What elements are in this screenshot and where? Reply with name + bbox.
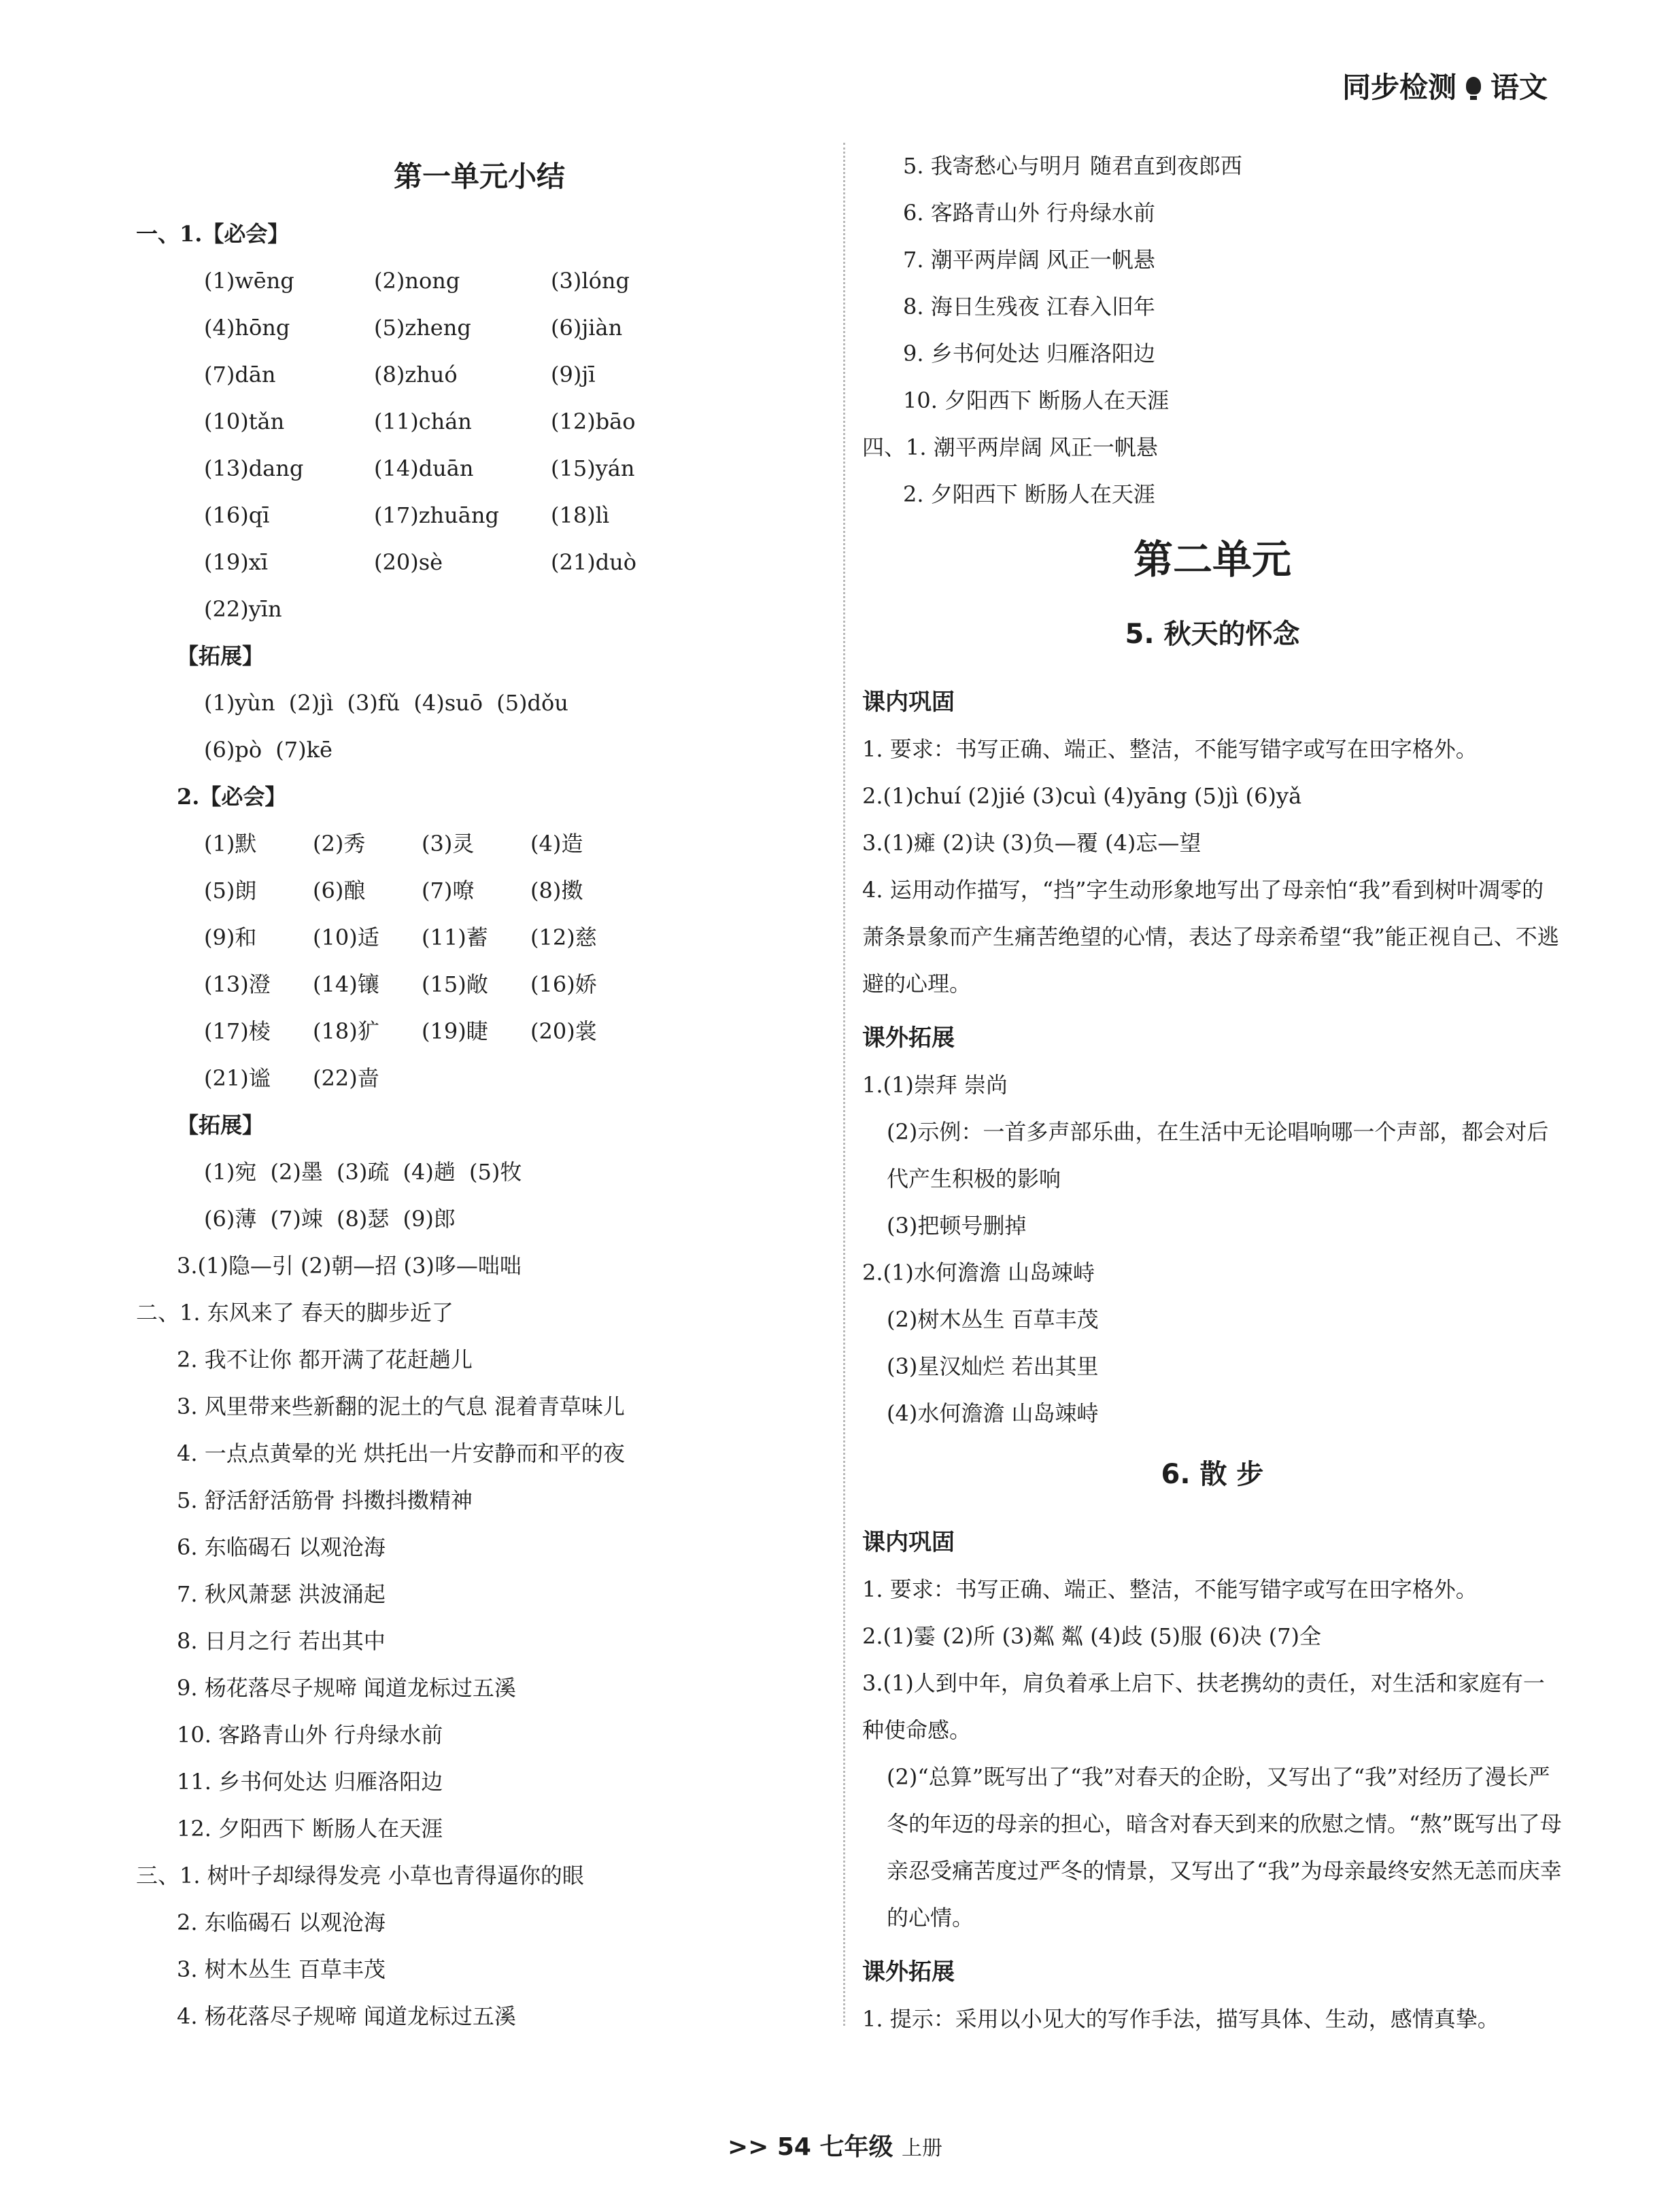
answer-paragraph: (2)“总算”既写出了“我”对春天的企盼，又写出了“我”对经历了漫长严冬的年迈的母亲的担心，暗含对春天到来的欣慰之情。“熬”既写出了母亲忍受痛苦度过严冬的情景，又写出了“我”为母亲最终安然无恙而庆幸的心情。 xyxy=(887,1764,1562,1931)
character-answer: (7)嘹 xyxy=(422,878,475,903)
answer-line: 1. 要求：书写正确、端正、整洁，不能写错字或写在田字格外。 xyxy=(862,736,1478,762)
page-footer xyxy=(0,2128,1670,2162)
answer-line: 10. 客路青山外 行舟绿水前 xyxy=(177,1722,443,1748)
left-column xyxy=(136,143,823,2040)
character-answer: (16)娇 xyxy=(530,971,597,997)
pinyin-grid xyxy=(136,258,823,633)
pinyin-answer: (11)chán xyxy=(374,409,472,434)
answer-list xyxy=(862,143,1563,424)
page-header xyxy=(1342,65,1548,106)
answer-row: (6)pò (7)kē xyxy=(204,737,333,763)
answer-line: 10. 夕阳西下 断肠人在天涯 xyxy=(903,387,1170,413)
answer-line: 4. 杨花落尽子规啼 闻道龙标过五溪 xyxy=(177,2003,516,2029)
header-subject: 语文 xyxy=(1490,71,1548,104)
character-answer: (18)犷 xyxy=(313,1018,379,1044)
answer-line: 1.(1)崇拜 崇尚 xyxy=(862,1072,1008,1098)
section-heading: 课外拓展 xyxy=(862,1958,955,1986)
answer-line: 2.(1)chuí (2)jié (3)cuì (4)yāng (5)jì (6)yǎ xyxy=(862,783,1302,809)
answer-paragraph: 3.(1)人到中年，肩负着承上启下、扶老携幼的责任，对生活和家庭有一种使命感。 xyxy=(862,1670,1545,1743)
answer-line: 2. 我不让你 都开满了花赶趟儿 xyxy=(177,1347,473,1372)
character-answer: (9)和 xyxy=(204,924,257,950)
character-answer: (12)慈 xyxy=(530,924,597,950)
pinyin-answer: (2)nong xyxy=(374,268,460,294)
answer-line: 6. 客路青山外 行舟绿水前 xyxy=(903,200,1155,226)
character-answer: (15)敞 xyxy=(422,971,488,997)
answer-line: (3)把顿号删掉 xyxy=(887,1213,1027,1239)
section-label: 2.【必会】 xyxy=(177,784,287,810)
character-answer: (19)睫 xyxy=(422,1018,488,1044)
answer-line: 11. 乡书何处达 归雁洛阳边 xyxy=(177,1769,443,1795)
pinyin-answer: (4)hōng xyxy=(204,315,290,341)
answer-line: 三、1. 树叶子却绿得发亮 小草也青得逼你的眼 xyxy=(136,1863,584,1888)
pinyin-answer: (8)zhuó xyxy=(374,362,458,387)
characters-grid xyxy=(136,820,823,1102)
character-answer: (11)蓄 xyxy=(422,924,488,950)
answer-line: 5. 舒活舒活筋骨 抖擞抖擞精神 xyxy=(177,1487,473,1513)
answer-line: (4)水何澹澹 山岛竦峙 xyxy=(887,1400,1099,1426)
answer-paragraph: (2)示例：一首多声部乐曲，在生活中无论唱响哪一个声部，都会对后代产生积极的影响 xyxy=(887,1119,1549,1192)
section-heading: 课内巩固 xyxy=(862,1529,955,1556)
header-title: 同步检测 xyxy=(1342,71,1456,104)
pinyin-answer: (17)zhuāng xyxy=(374,502,499,528)
character-answer: (6)酿 xyxy=(313,878,366,903)
page-number: 54 xyxy=(777,2133,811,2161)
character-answer: (17)棱 xyxy=(204,1018,271,1044)
answer-line: 6. 东临碣石 以观沧海 xyxy=(177,1534,386,1560)
answer-line: 2. 夕阳西下 断肠人在天涯 xyxy=(903,481,1155,507)
answer-list xyxy=(862,471,1563,518)
answer-row: (1)yùn (2)jì (3)fǔ (4)suō (5)dǒu xyxy=(204,690,568,716)
answer-line: 3.(1)瘫 (2)诀 (3)负—覆 (4)忘—望 xyxy=(862,830,1202,856)
answer-line: 四、1. 潮平两岸阔 风正一帆悬 xyxy=(862,434,1158,460)
answer-line: 5. 我寄愁心与明月 随君直到夜郎西 xyxy=(903,153,1242,179)
pinyin-answer: (21)duò xyxy=(551,549,637,575)
answer-line: 7. 秋风萧瑟 洪波涌起 xyxy=(177,1581,386,1607)
section-heading: 课外拓展 xyxy=(862,1024,955,1052)
character-answer: (3)灵 xyxy=(422,831,475,857)
pinyin-answer: (5)zheng xyxy=(374,315,471,341)
character-answer: (2)秀 xyxy=(313,831,366,857)
character-answer: (14)镶 xyxy=(313,971,379,997)
answer-line: 二、1. 东风来了 春天的脚步近了 xyxy=(136,1300,454,1326)
pinyin-answer: (10)tǎn xyxy=(204,409,285,434)
pinyin-answer: (13)dang xyxy=(204,455,304,481)
pinyin-answer: (14)duān xyxy=(374,455,474,481)
answer-line: 8. 日月之行 若出其中 xyxy=(177,1628,386,1654)
pinyin-answer: (12)bāo xyxy=(551,409,636,434)
character-answer: (21)谧 xyxy=(204,1065,271,1091)
answer-line: 3. 风里带来些新翻的泥土的气息 混着青草味儿 xyxy=(177,1394,625,1419)
answer-line: 4. 一点点黄晕的光 烘托出一片安静而和平的夜 xyxy=(177,1440,625,1466)
pinyin-answer: (18)lì xyxy=(551,502,610,528)
answer-line: (3)星汉灿烂 若出其里 xyxy=(887,1353,1099,1379)
answer-paragraph: 4. 运用动作描写，“挡”字生动形象地写出了母亲怕“我”看到树叶凋零的萧条景象而产生痛苦绝望的心情，表达了母亲希望“我”能正视自己、不逃避的心理。 xyxy=(862,877,1559,997)
character-answer: (10)适 xyxy=(313,924,379,950)
pinyin-answer: (15)yán xyxy=(551,455,635,481)
pinyin-answer: (16)qī xyxy=(204,502,270,528)
pinyin-answer: (9)jī xyxy=(551,362,596,387)
pinyin-answer: (3)lóng xyxy=(551,268,630,294)
pinyin-answer: (22)yīn xyxy=(204,596,282,622)
pinyin-answer: (6)jiàn xyxy=(551,315,623,341)
answer-line: 3.(1)隐—引 (2)朝—招 (3)哆—咄咄 xyxy=(177,1253,522,1279)
answer-line: 12. 夕阳西下 断肠人在天涯 xyxy=(177,1816,443,1842)
answer-line: 7. 潮平两岸阔 风正一帆悬 xyxy=(903,247,1155,273)
pinyin-answer: (7)dān xyxy=(204,362,276,387)
unit-summary-title: 第一单元小结 xyxy=(393,160,565,193)
lesson-title: 5. 秋天的怀念 xyxy=(1125,619,1300,650)
answer-list xyxy=(862,1296,1563,1437)
pinyin-answer: (20)sè xyxy=(374,549,443,575)
character-answer: (13)澄 xyxy=(204,971,271,997)
column-divider xyxy=(843,143,845,2026)
volume-label: 上册 xyxy=(902,2137,943,2160)
answer-line: 1. 提示：采用以小见大的写作手法，描写具体、生动，感情真挚。 xyxy=(862,2006,1499,2032)
unit-title: 第二单元 xyxy=(1133,536,1291,583)
answer-line: 1. 要求：书写正确、端正、整洁，不能写错字或写在田字格外。 xyxy=(862,1576,1478,1602)
character-answer: (8)擞 xyxy=(530,878,583,903)
lesson-title: 6. 散 步 xyxy=(1161,1459,1264,1490)
footer-arrows: >> xyxy=(727,2133,769,2161)
character-answer: (4)造 xyxy=(530,831,583,857)
answer-line: 9. 乡书何处达 归雁洛阳边 xyxy=(903,341,1155,366)
answer-line: 2.(1)霎 (2)所 (3)粼 粼 (4)歧 (5)服 (6)决 (7)全 xyxy=(862,1623,1322,1649)
right-column xyxy=(862,143,1563,2043)
answer-line: (2)树木丛生 百草丰茂 xyxy=(887,1307,1099,1332)
answer-list xyxy=(136,1899,823,2040)
answer-line: 2.(1)水何澹澹 山岛竦峙 xyxy=(862,1260,1095,1285)
answer-line: 2. 东临碣石 以观沧海 xyxy=(177,1909,386,1935)
answer-line: 8. 海日生残夜 江春入旧年 xyxy=(903,294,1155,319)
answer-row: (1)宛 (2)墨 (3)疏 (4)趟 (5)牧 xyxy=(204,1159,522,1185)
answer-line: 9. 杨花落尽子规啼 闻道龙标过五溪 xyxy=(177,1675,516,1701)
character-answer: (22)啬 xyxy=(313,1065,379,1091)
answer-line: 3. 树木丛生 百草丰茂 xyxy=(177,1956,386,1982)
character-answer: (5)朗 xyxy=(204,878,257,903)
answer-row: (6)薄 (7)竦 (8)瑟 (9)郎 xyxy=(204,1206,456,1232)
pinyin-answer: (1)wēng xyxy=(204,268,294,294)
grade-label: 七年级 xyxy=(819,2133,893,2161)
lightbulb-icon xyxy=(1466,77,1481,94)
section-label: 一、1.【必会】 xyxy=(136,221,290,247)
character-answer: (1)默 xyxy=(204,831,257,857)
section-heading: 课内巩固 xyxy=(862,689,955,716)
extension-label: 【拓展】 xyxy=(177,643,265,669)
extension-label: 【拓展】 xyxy=(177,1112,265,1138)
character-answer: (20)裳 xyxy=(530,1018,597,1044)
pinyin-answer: (19)xī xyxy=(204,549,268,575)
answer-list xyxy=(136,1336,823,1852)
